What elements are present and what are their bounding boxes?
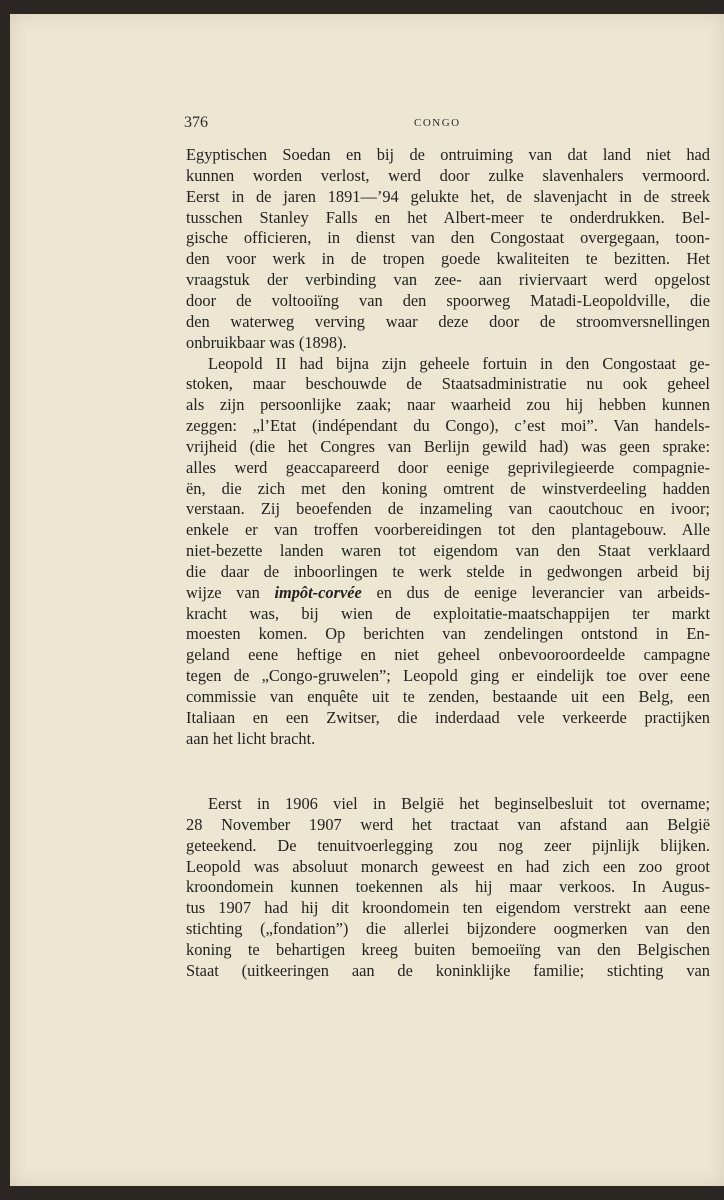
text-line: Staat (uitkeeringen aan de koninklijke familie; stichting van: [186, 960, 710, 980]
text-fragment: en dus de eenige leverancier van arbeids-: [361, 582, 710, 602]
text-line: enkele er van troffen voorbereidingen tot den plantagebouw. Alle: [186, 520, 710, 540]
text-line: geland eene heftige en niet geheel onbevooroordeelde campagne: [186, 645, 710, 665]
text-line: kunnen worden verlost, werd door zulke slavenhalers vermoord.: [186, 165, 710, 185]
text-line: Leopold II had bijna zijn geheele fortuin in den Congostaat ge-: [208, 353, 710, 373]
text-line: stichting („fondation”) die allerlei bijzondere oogmerken van den: [186, 919, 710, 939]
text-line: verstaan. Zij beoefenden de inzameling van caoutchouc en ivoor;: [186, 499, 710, 519]
text-line: kroondomein kunnen toekennen als hij maar verkoos. In Augus-: [186, 877, 710, 897]
text-line: door de voltooiïng van den spoorweg Matadi-Leopoldville, die: [186, 290, 710, 310]
paragraph-1: [186, 145, 710, 353]
text-fragment: wijze van: [186, 582, 275, 602]
text-line: 28 November 1907 werd het tractaat van afstand aan België: [186, 814, 710, 834]
text-line: gische officieren, in dienst van den Congostaat overgegaan, toon-: [186, 228, 710, 248]
text-line: tus 1907 had hij dit kroondomein ten eigendom verstrekt aan eene: [186, 898, 710, 918]
text-line: commissie van enquête uit te zenden, bestaande uit een Belg, een: [186, 687, 710, 706]
text-line: tusschen Stanley Falls en het Albert-meer te onderdrukken. Bel-: [186, 207, 710, 227]
text-line: den voor werk in de tropen goede kwaliteiten te bezitten. Het: [186, 249, 710, 269]
text-line: Eerst in de jaren 1891—’94 gelukte het, de slavenjacht in de streek: [186, 186, 710, 206]
page-number: 376: [184, 114, 208, 131]
book-page: [10, 14, 724, 1186]
paragraph-2: [186, 354, 710, 750]
text-line: Italiaan en een Zwitser, die inderdaad vele verkeerde practijken: [186, 707, 710, 727]
text-line: aan het licht bracht.: [186, 728, 316, 748]
text-line: tegen de „Congo-gruwelen”; Leopold ging er eindelijk toe over eene: [186, 666, 710, 686]
text-line: ën, die zich met den koning omtrent de winstverdeeling hadden: [186, 478, 710, 498]
text-line: Leopold was absoluut monarch geweest en had zich een zoo groot: [186, 856, 710, 876]
text-line: vraagstuk der verbinding van zee- aan riviervaart werd opgelost: [186, 270, 710, 290]
text-line: geteekend. De tenuitvoerlegging zou nog zeer pijnlijk blijken.: [186, 835, 710, 855]
text-line: alles werd geaccapareerd door eenige geprivilegieerde compagnie-: [186, 457, 710, 477]
text-line: Egyptischen Soedan en bij de ontruiming van dat land niet had: [186, 145, 710, 164]
text-line: stoken, maar beschouwde de Staatsadministratie nu ook geheel: [186, 374, 710, 394]
text-line: vrijheid (die het Congres van Berlijn gewild had) was geen sprake:: [186, 436, 710, 456]
text-line: onbruikbaar was (1898).: [186, 332, 347, 352]
text-line: Eerst in 1906 viel in België het beginselbesluit tot overname;: [208, 794, 710, 813]
text-line: die daar de inboorlingen te werk stelde in gedwongen arbeid bij: [186, 561, 710, 581]
text-line: koning te behartigen kreeg buiten bemoeiïng van den Belgischen: [186, 939, 710, 959]
paragraph-3: [186, 794, 710, 982]
emphasis-term: impôt-corvée: [274, 582, 362, 602]
text-line-emphasis: [186, 583, 710, 604]
text-line: den waterweg verving waar deze door de stroomversnellingen: [186, 311, 710, 331]
text-line: moesten komen. Op berichten van zendelingen ontstond in En-: [186, 624, 710, 644]
running-head: CONGO: [414, 117, 461, 129]
text-line: zeggen: „l’Etat (indépendant du Congo), c’est moi”. Van handels-: [186, 416, 710, 436]
text-line: niet-bezette landen waren tot eigendom van den Staat verklaard: [186, 541, 710, 561]
text-line: als zijn persoonlijke zaak; naar waarheid zou hij hebben kunnen: [186, 395, 710, 415]
page-header: [184, 114, 584, 138]
text-line: kracht was, bij wien de exploitatie-maatschappijen ter markt: [186, 603, 710, 623]
